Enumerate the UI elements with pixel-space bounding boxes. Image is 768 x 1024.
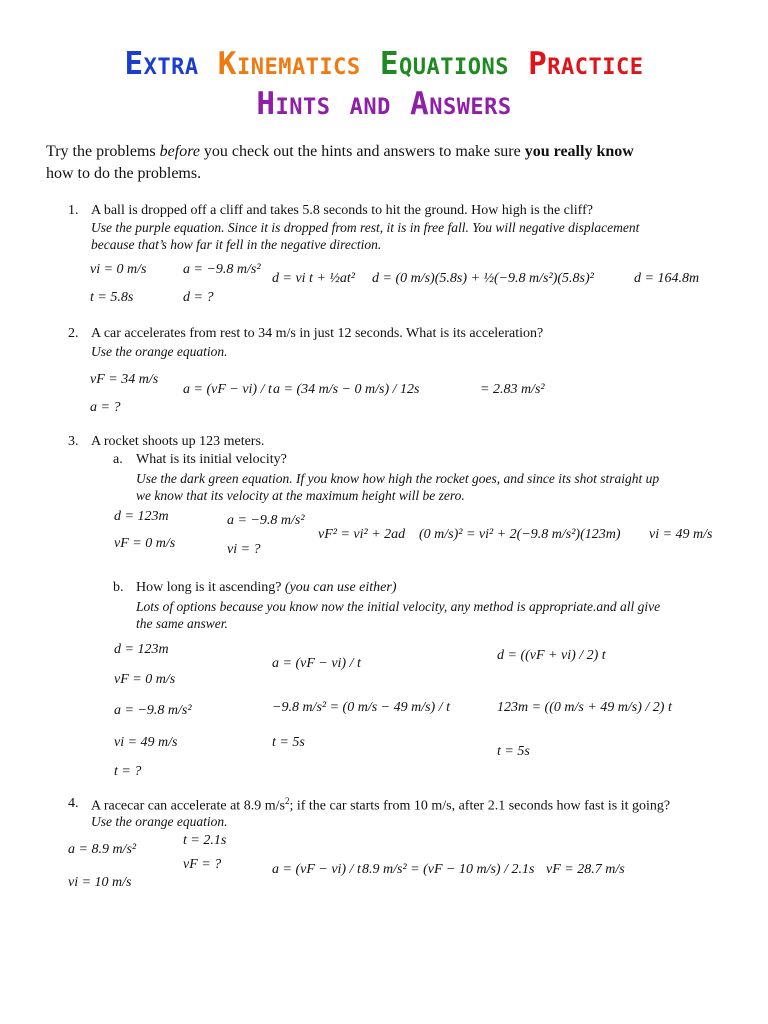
- title-word-practice: Practice: [528, 46, 644, 82]
- problem-2-equation: a = (vF − vi) / t: [183, 382, 272, 397]
- problem-4-given-vi: vi = 10 m/s: [68, 875, 132, 890]
- problem-3a-given-a: a = −9.8 m/s²: [227, 513, 305, 528]
- problem-2-given-vf: vF = 34 m/s: [90, 372, 159, 387]
- title-word-extra: Extra: [124, 46, 199, 82]
- problem-3b-question: How long is it ascending?: [136, 580, 282, 595]
- problem-3a-label: a.: [113, 452, 123, 467]
- problem-3b-hint-2: the same answer.: [136, 616, 228, 631]
- problem-2-hint-1: Use the orange equation.: [91, 344, 228, 359]
- problem-3b-given-a: a = −9.8 m/s²: [114, 703, 192, 718]
- problem-1-given-t: t = 5.8s: [90, 290, 134, 305]
- problem-4-question-post: ; if the car starts from 10 m/s, after 2.1 seconds how fast is it going?: [289, 798, 671, 814]
- problem-1-given-d: d = ?: [183, 290, 214, 305]
- problem-4-answer: vF = 28.7 m/s: [546, 862, 625, 877]
- problem-4-substitution: 8.9 m/s² = (vF − 10 m/s) / 2.1s: [362, 862, 535, 877]
- problem-3a-hint-1: Use the dark green equation. If you know how high the rocket goes, and since its shot straight up: [136, 471, 660, 486]
- problem-1-answer: d = 164.8m: [634, 271, 700, 286]
- problem-3a-question: What is its initial velocity?: [136, 452, 287, 467]
- problem-4-equation: a = (vF − vi) / t: [272, 862, 361, 877]
- problem-3a-given-d: d = 123m: [114, 509, 169, 524]
- title-word-kinematics: Kinematics: [217, 46, 361, 82]
- problem-4-question-sup: 2: [284, 796, 290, 806]
- problem-3b-method-2-answer: t = 5s: [497, 744, 530, 759]
- problem-3-number: 3.: [68, 434, 79, 449]
- problem-2-answer: = 2.83 m/s²: [480, 382, 545, 397]
- problem-1-question: A ball is dropped off a cliff and takes 5.8 seconds to hit the ground. How high is the cliff?: [91, 203, 593, 218]
- problem-4-given-vf: vF = ?: [183, 857, 222, 872]
- problem-3b-method-2-substitution: 123m = ((0 m/s + 49 m/s) / 2) t: [497, 700, 672, 715]
- problem-4-hint-1: Use the orange equation.: [91, 814, 228, 829]
- problem-1-hint-2: because that’s how far it fell in the negative direction.: [91, 237, 382, 252]
- problem-1-equation: d = vi t + ½at²: [272, 271, 355, 286]
- problem-3a-given-vi: vi = ?: [227, 542, 261, 557]
- problem-4-given-t: t = 2.1s: [183, 833, 227, 848]
- problem-1-hint-1: Use the purple equation. Since it is dropped from rest, it is in free fall. You will negative displacement: [91, 220, 640, 235]
- problem-3b-method-2-equation: d = ((vF + vi) / 2) t: [497, 648, 606, 663]
- problem-3b-method-1-equation: a = (vF − vi) / t: [272, 656, 361, 671]
- intro-pre: Try the problems: [46, 143, 156, 160]
- problem-3b-label: b.: [113, 580, 124, 595]
- title-word-equations: Equations: [379, 46, 509, 82]
- problem-3b-given-d: d = 123m: [114, 642, 169, 657]
- problem-1-substitution: d = (0 m/s)(5.8s) + ½(−9.8 m/s²)(5.8s)²: [372, 271, 594, 286]
- problem-2-question: A car accelerates from rest to 34 m/s in just 12 seconds. What is its acceleration?: [91, 326, 544, 341]
- problem-3b-given-vf: vF = 0 m/s: [114, 672, 176, 687]
- problem-1-number: 1.: [68, 203, 79, 218]
- problem-1-given-a: a = −9.8 m/s²: [183, 262, 261, 277]
- intro-line-2: how to do the problems.: [46, 165, 202, 182]
- problem-4-given-a: a = 8.9 m/s²: [68, 842, 137, 857]
- problem-3a-equation: vF² = vi² + 2ad: [318, 527, 406, 542]
- problem-3a-answer: vi = 49 m/s: [649, 527, 713, 542]
- intro-bold: you really know: [524, 143, 634, 160]
- problem-3b-method-1-substitution: −9.8 m/s² = (0 m/s − 49 m/s) / t: [272, 700, 450, 715]
- problem-2-number: 2.: [68, 326, 79, 341]
- problem-4-question-line: [91, 796, 670, 815]
- problem-3b-question-note: (you can use either): [284, 580, 397, 595]
- problem-2-substitution: a = (34 m/s − 0 m/s) / 12s: [273, 382, 420, 397]
- problem-3a-hint-2: we know that its velocity at the maximum height will be zero.: [136, 488, 465, 503]
- problem-3b-given-t: t = ?: [114, 764, 142, 779]
- title-line-2: Hints and Answers: [256, 86, 512, 122]
- problem-4-question-pre: A racecar can accelerate at 8.9 m/s: [91, 798, 285, 814]
- problem-1-given-vi: vi = 0 m/s: [90, 262, 147, 277]
- problem-3a-substitution: (0 m/s)² = vi² + 2(−9.8 m/s²)(123m): [419, 527, 621, 542]
- problem-3b-question-line: [136, 580, 397, 596]
- title-line-1: [0, 46, 768, 82]
- problem-3b-hint-1: Lots of options because you know now the initial velocity, any method is appropriate.and all give: [136, 599, 661, 614]
- problem-2-given-a: a = ?: [90, 400, 121, 415]
- problem-3a-given-vf: vF = 0 m/s: [114, 536, 176, 551]
- problem-3b-given-vi: vi = 49 m/s: [114, 735, 178, 750]
- intro-mid: you check out the hints and answers to make sure: [203, 143, 521, 160]
- intro-em: before: [159, 143, 200, 160]
- problem-4-number: 4.: [68, 796, 79, 811]
- problem-3-question: A rocket shoots up 123 meters.: [91, 434, 265, 449]
- problem-3b-method-1-answer: t = 5s: [272, 735, 305, 750]
- intro-line-1: [46, 143, 634, 161]
